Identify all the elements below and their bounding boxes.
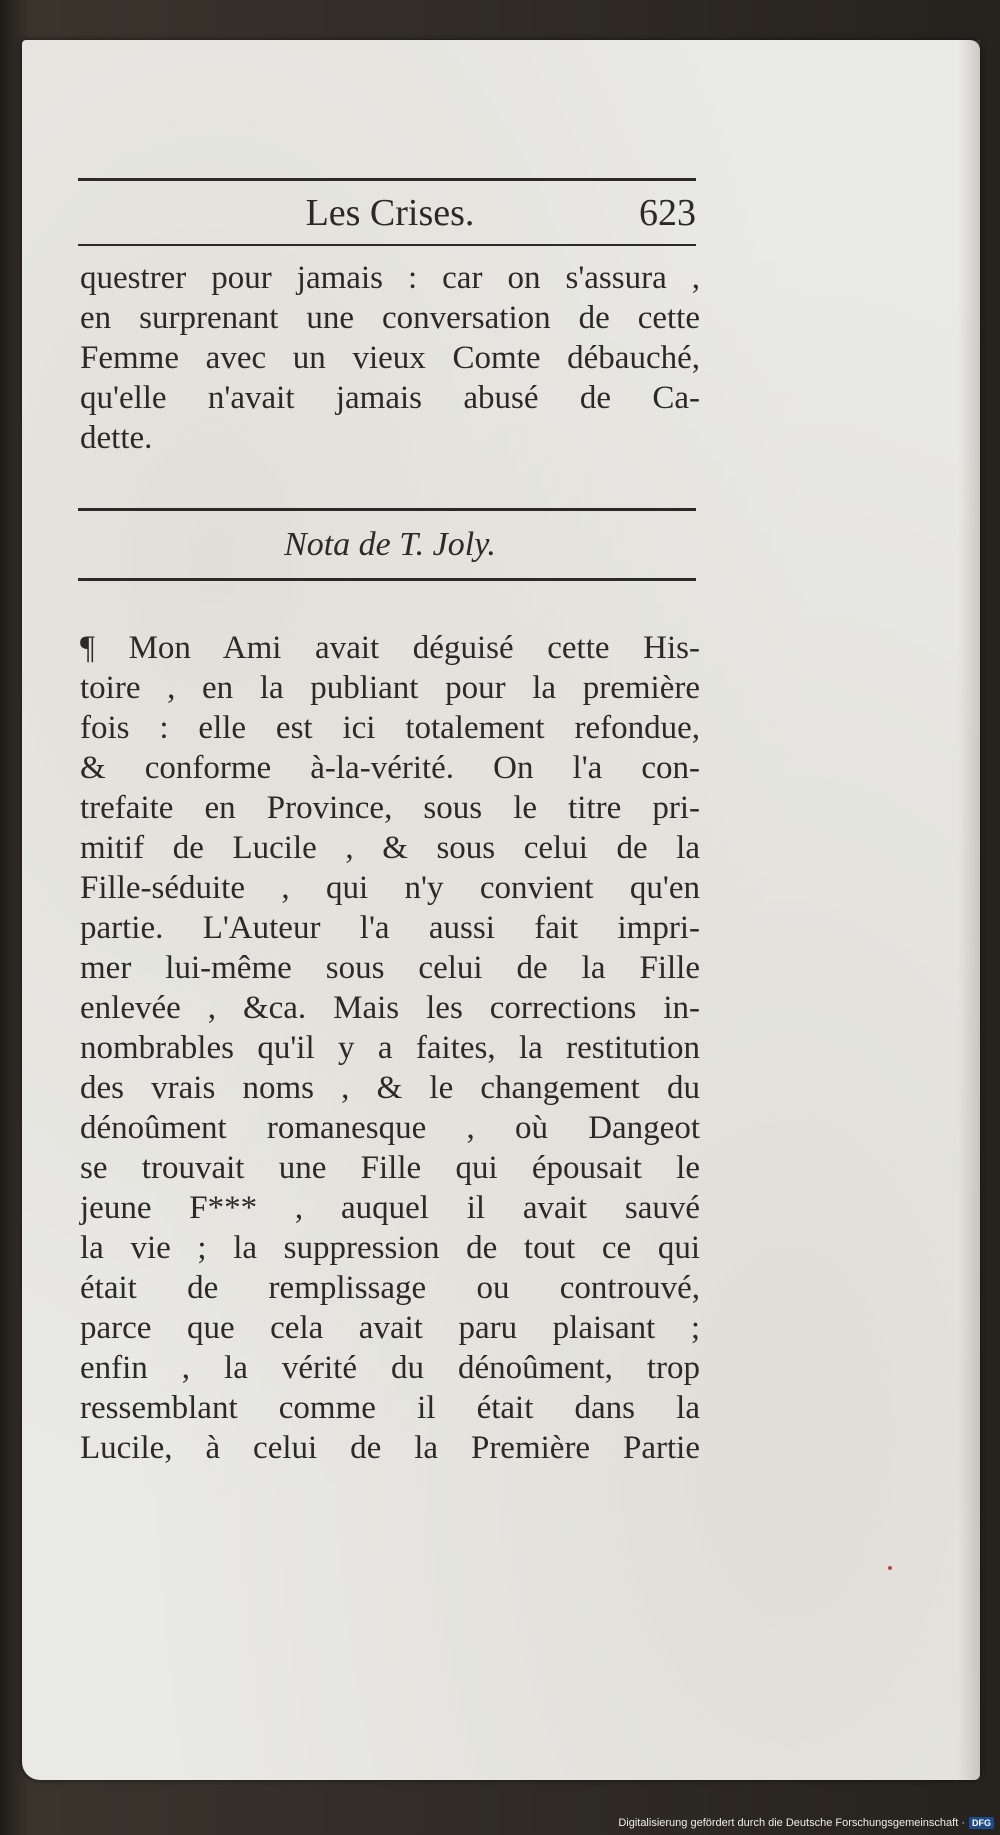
text-line: dette. xyxy=(80,420,153,456)
text-line: toire , en la publiant pour la première xyxy=(80,670,700,706)
text-line: fois : elle est ici totalement refondue, xyxy=(80,710,700,746)
dfg-logo: DFG xyxy=(969,1817,994,1829)
text-line: se trouvait une Fille qui épousait le xyxy=(80,1150,700,1186)
text-line: partie. L'Auteur l'a aussi fait impri- xyxy=(80,910,700,946)
note-bottom-rule xyxy=(78,578,696,581)
paper-speck xyxy=(888,1566,892,1570)
credit-text: Digitalisierung gefördert durch die Deutsche Forschungsgemeinschaft · xyxy=(618,1817,965,1829)
text-line: Lucile, à celui de la Première Partie xyxy=(80,1430,700,1466)
text-line: enfin , la vérité du dénoûment, trop xyxy=(80,1350,700,1386)
note-body xyxy=(80,628,700,1468)
text-line: mer lui-même sous celui de la Fille xyxy=(80,950,700,986)
text-line: jeune F*** , auquel il avait sauvé xyxy=(80,1190,700,1226)
text-line: ressemblant comme il était dans la xyxy=(80,1390,700,1426)
text-line: mitif de Lucile , & sous celui de la xyxy=(80,830,700,866)
header-bottom-rule xyxy=(78,244,696,246)
text-line: était de remplissage ou controuvé, xyxy=(80,1270,700,1306)
digitization-credit xyxy=(618,1817,994,1829)
text-line: dénoûment romanesque , où Dangeot xyxy=(80,1110,700,1146)
header-top-rule xyxy=(78,178,696,181)
running-header xyxy=(80,188,700,238)
text-line: nombrables qu'il y a faites, la restitution xyxy=(80,1030,700,1066)
text-line: Femme avec un vieux Comte débauché, xyxy=(80,340,700,376)
text-line: parce que cela avait paru plaisant ; xyxy=(80,1310,700,1346)
running-title: Les Crises. xyxy=(305,192,475,234)
text-line: en surprenant une conversation de cette xyxy=(80,300,700,336)
text-line: des vrais noms , & le changement du xyxy=(80,1070,700,1106)
text-line: ¶ Mon Ami avait déguisé cette His- xyxy=(80,630,700,666)
page-number: 623 xyxy=(639,192,696,234)
text-line: enlevée , &ca. Mais les corrections in- xyxy=(80,990,700,1026)
text-line: questrer pour jamais : car on s'assura , xyxy=(80,260,700,296)
text-line: la vie ; la suppression de tout ce qui xyxy=(80,1230,700,1266)
text-line: qu'elle n'avait jamais abusé de Ca- xyxy=(80,380,700,416)
note-heading: Nota de T. Joly. xyxy=(284,526,496,563)
page-edge-shadow xyxy=(958,40,980,1780)
opening-paragraph xyxy=(80,258,700,458)
note-top-rule xyxy=(78,508,696,511)
text-line: Fille-séduite , qui n'y convient qu'en xyxy=(80,870,700,906)
text-line: & conforme à-la-vérité. On l'a con- xyxy=(80,750,700,786)
text-line: trefaite en Province, sous le titre pri- xyxy=(80,790,700,826)
